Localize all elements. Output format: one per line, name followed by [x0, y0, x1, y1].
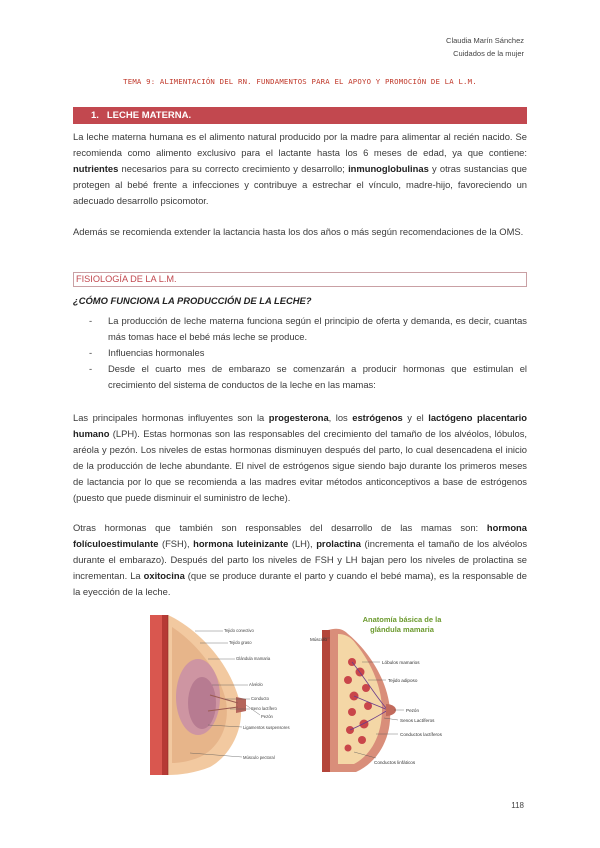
header-subject: Cuidados de la mujer	[453, 49, 524, 58]
section-heading	[73, 107, 527, 124]
figure1-label: Pezón	[261, 714, 273, 719]
list-item: - Influencias hormonales	[73, 345, 527, 361]
figure2-label: Pezón	[406, 708, 420, 713]
figure1-label: Ligamentos suspensores	[243, 725, 290, 730]
figure1-label: Tejido graso	[229, 640, 252, 645]
paragraph-oms: Además se recomienda extender la lactancia hasta los dos años o más según recomendaciones de la OMS.	[73, 226, 524, 237]
figure2-label: Lóbulos mamarios	[382, 660, 420, 665]
bullet-list	[73, 313, 527, 393]
figure1-label: Músculo pectoral	[243, 755, 275, 760]
mammary-gland-figure	[308, 612, 454, 775]
paragraph-hormones: Las principales hormonas influyentes son la progesterona, los estrógenos y el lactógeno placentario humano (LPH). Estas hormonas son las responsables del crecimiento del tamaño de los alvéolos, lóbulos, aréola y pezón. Los niveles de estas hormonas disminuyen después del parto, lo cual desencadena el inicio de la producción de leche abundante. El nivel de estrógenos sigue siendo bajo durante los primeros meses de lactancia por lo que se recomienda a las madres evitar métodos anticonceptivos a base de estrógenos (puesto que puede disminuir el suministro de leche).	[73, 412, 527, 503]
figure2-label: Conductos lactíferos	[400, 732, 442, 737]
section-number: 1.	[91, 110, 99, 121]
figure2-title-line2: glándula mamaria	[370, 625, 434, 634]
figure1-label: Glándula mamaria	[236, 656, 271, 661]
paragraph-other-hormones: Otras hormonas que también son responsables del desarrollo de las mamas son: hormona folículoestimulante (FSH), hormona luteinizante (LH), prolactina (incrementa el tamaño de los alvéolos durante el embarazo). Después del parto los niveles de FSH y LH bajan pero los niveles de prolactina se incrementan. La oxitocina (que se produce durante el parto y cuando el bebé mama), es la responsable de la eyección de la leche.	[73, 522, 528, 597]
chapter-title: TEMA 9: ALIMENTACIÓN DEL RN. FUNDAMENTOS PARA EL APOYO Y PROMOCIÓN DE LA L.M.	[123, 77, 477, 86]
figure2-label: Conductos linfáticos	[374, 760, 416, 765]
figure1-label: Tejido conectivo	[224, 628, 254, 633]
question-heading: ¿CÓMO FUNCIONA LA PRODUCCIÓN DE LA LECHE?	[73, 295, 312, 306]
list-item: - La producción de leche materna funciona según el principio de oferta y demanda, es decir, cuantas más tomas hace el bebé más leche se produce.	[73, 313, 527, 345]
figure2-label: Senos Lactíferos	[400, 718, 435, 723]
figure2-label: Tejido adiposo	[388, 678, 418, 683]
breast-anatomy-figure	[150, 615, 302, 775]
figure1-label: Alvéolo	[249, 682, 263, 687]
figure2-title-line1: Anatomía básica de la	[362, 615, 442, 624]
page-number: 118	[511, 801, 524, 810]
figure1-label: Conducto	[251, 696, 269, 701]
section-title: LECHE MATERNA.	[106, 110, 192, 121]
paragraph-intro: La leche materna humana es el alimento natural producido por la madre para alimentar al recién nacido. Se recomienda como alimento exclusivo para el lactante hasta los 6 meses de edad, ya que contiene: nutrientes necesarios para su correcto crecimiento y desarrollo; inmunoglobulinas y otras sustancias que protegen al bebé frente a infecciones y contribuye a estrechar el vínculo, madre-hijo, favoreciendo un adecuado desarrollo psicomotor.	[73, 131, 527, 206]
figure1-label: Seno lactífero	[251, 706, 277, 711]
figure2-label: Músculo	[310, 637, 328, 642]
subsection-heading: FISIOLOGÍA DE LA L.M.	[73, 272, 527, 287]
list-item: - Desde el cuarto mes de embarazo se comenzarán a producir hormonas que estimulan el crecimiento del sistema de conductos de la leche en las mamas:	[73, 361, 527, 393]
header-author: Claudia Marín Sánchez	[446, 36, 524, 45]
